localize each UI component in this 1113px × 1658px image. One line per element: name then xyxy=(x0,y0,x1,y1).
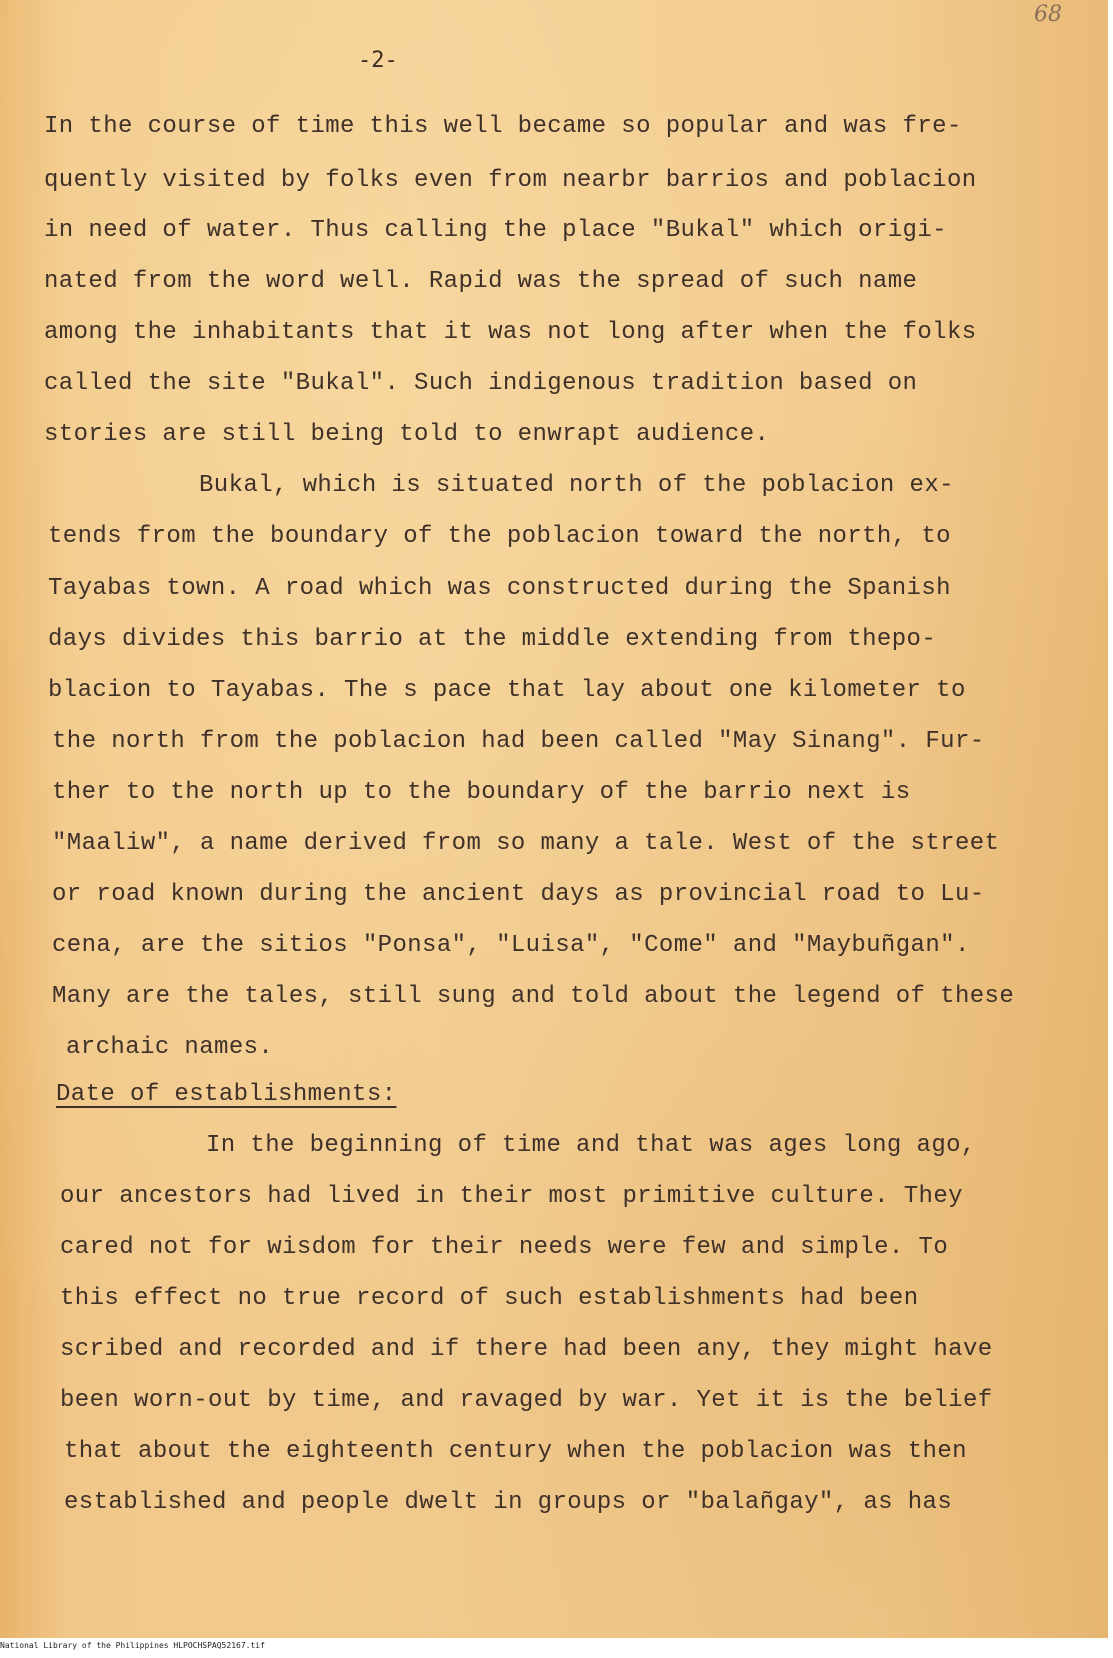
handwritten-page-number: 68 xyxy=(1034,2,1062,27)
archive-caption: National Library of the Philippines HLPOCHSPAQ52167.tif xyxy=(0,1641,265,1650)
text-line: in need of water. Thus calling the place "Bukal" which origi- xyxy=(44,217,947,244)
text-line: In the course of time this well became so popular and was fre- xyxy=(44,113,962,140)
text-line: established and people dwelt in groups or "balañgay", as has xyxy=(64,1489,953,1516)
text-line: our ancestors had lived in their most primitive culture. They xyxy=(60,1183,963,1210)
text-line: "Maaliw", a name derived from so many a tale. West of the street xyxy=(52,830,1000,857)
text-line: Tayabas town. A road which was constructed during the Spanish xyxy=(48,575,951,602)
text-line: scribed and recorded and if there had been any, they might have xyxy=(60,1336,993,1363)
text-line: this effect no true record of such establishments had been xyxy=(60,1285,919,1312)
text-line: cena, are the sitios "Ponsa", "Luisa", "Come" and "Maybuñgan". xyxy=(52,932,970,959)
text-line: Many are the tales, still sung and told about the legend of these xyxy=(52,983,1015,1010)
text-line: days divides this barrio at the middle extending from thepo- xyxy=(48,626,937,653)
text-line: blacion to Tayabas. The s pace that lay about one kilometer to xyxy=(48,677,966,704)
text-line: In the beginning of time and that was ages long ago, xyxy=(206,1132,976,1159)
text-line: Bukal, which is situated north of the poblacion ex- xyxy=(199,472,954,499)
text-line: that about the eighteenth century when the poblacion was then xyxy=(64,1438,967,1465)
page-number: -2- xyxy=(358,48,398,73)
text-line: quently visited by folks even from nearbr barrios and poblacion xyxy=(44,167,977,194)
text-line: ther to the north up to the boundary of the barrio next is xyxy=(52,779,911,806)
text-line: archaic names. xyxy=(66,1034,274,1061)
text-line: the north from the poblacion had been called "May Sinang". Fur- xyxy=(52,728,985,755)
text-line: stories are still being told to enwrapt audience. xyxy=(44,421,770,448)
text-line: been worn-out by time, and ravaged by war. Yet it is the belief xyxy=(60,1387,993,1414)
text-line: or road known during the ancient days as provincial road to Lu- xyxy=(52,881,985,908)
text-line: called the site "Bukal". Such indigenous tradition based on xyxy=(44,370,918,397)
text-line: among the inhabitants that it was not long after when the folks xyxy=(44,319,977,346)
text-line: cared not for wisdom for their needs were few and simple. To xyxy=(60,1234,949,1261)
text-line: nated from the word well. Rapid was the spread of such name xyxy=(44,268,918,295)
section-heading: Date of establishments: xyxy=(56,1081,397,1108)
text-line: tends from the boundary of the poblacion toward the north, to xyxy=(48,523,951,550)
